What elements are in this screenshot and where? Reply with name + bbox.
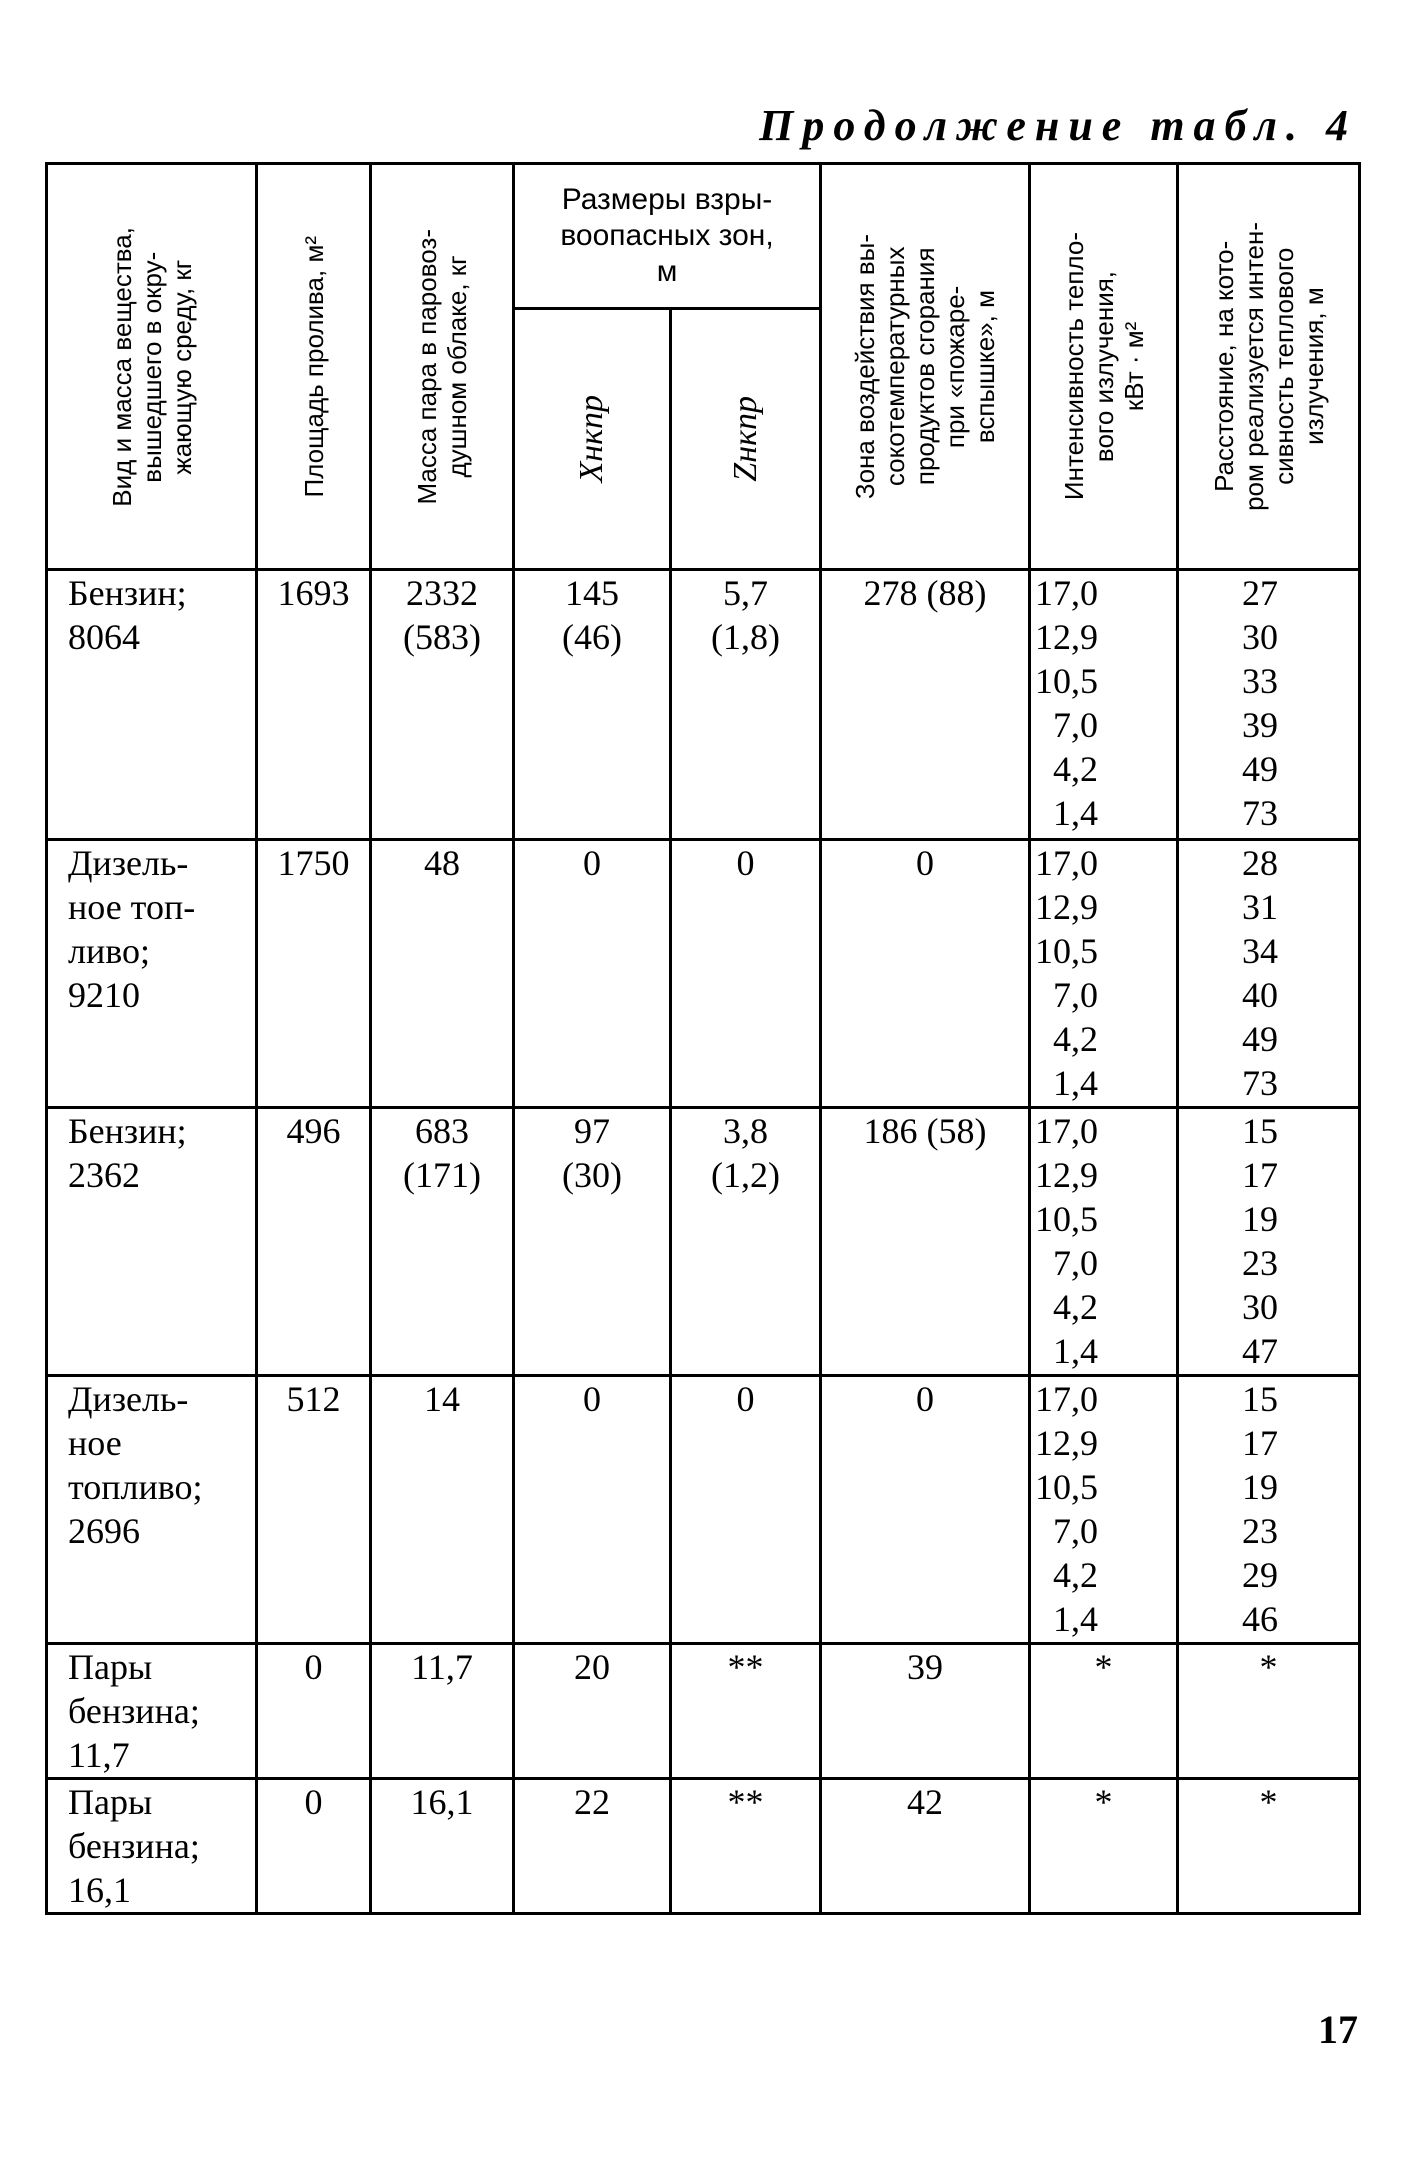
cell-z: 0 — [671, 1376, 821, 1644]
cell-distance: 15 17 19 23 30 47 — [1178, 1108, 1360, 1376]
header-vapor-mass: Масса пара в паровоз- душном облаке, кг — [371, 164, 514, 570]
cell-x: 22 — [514, 1779, 671, 1914]
table-row — [47, 840, 1360, 1108]
cell-area: 1693 — [257, 570, 371, 840]
header-heat-intensity: Интенсивность тепло- вого излучения, кВт · м² — [1030, 164, 1178, 570]
cell-x: 0 — [514, 840, 671, 1108]
cell-zone: 278 (88) — [821, 570, 1030, 840]
cell-x: 20 — [514, 1644, 671, 1779]
cell-zone: 39 — [821, 1644, 1030, 1779]
cell-substance: Дизель- ное топливо; 2696 — [47, 1376, 257, 1644]
cell-intensity: 17,0 12,9 10,5 7,0 4,2 1,4 — [1030, 1108, 1178, 1376]
cell-mass: 16,1 — [371, 1779, 514, 1914]
cell-intensity: 17,0 12,9 10,5 7,0 4,2 1,4 — [1030, 840, 1178, 1108]
cell-distance: 28 31 34 40 49 73 — [1178, 840, 1360, 1108]
table-row — [47, 1108, 1360, 1376]
cell-substance: Пары бензина; 16,1 — [47, 1779, 257, 1914]
cell-z: ** — [671, 1644, 821, 1779]
cell-mass: 683 (171) — [371, 1108, 514, 1376]
cell-z: 5,7 (1,8) — [671, 570, 821, 840]
cell-area: 0 — [257, 1779, 371, 1914]
cell-zone: 186 (58) — [821, 1108, 1030, 1376]
table-row — [47, 1376, 1360, 1644]
cell-x: 145 (46) — [514, 570, 671, 840]
cell-z: 0 — [671, 840, 821, 1108]
cell-distance: * — [1178, 1644, 1360, 1779]
cell-substance: Бензин; 2362 — [47, 1108, 257, 1376]
cell-area: 496 — [257, 1108, 371, 1376]
cell-mass: 2332 (583) — [371, 570, 514, 840]
cell-distance: * — [1178, 1779, 1360, 1914]
cell-mass: 14 — [371, 1376, 514, 1644]
header-zone-group: Размеры взры- воопасных зон, м — [514, 164, 821, 309]
cell-area: 1750 — [257, 840, 371, 1108]
header-z-nkpr: Zнкпр — [671, 309, 821, 570]
cell-substance: Дизель- ное топ- ливо; 9210 — [47, 840, 257, 1108]
cell-distance: 15 17 19 23 29 46 — [1178, 1376, 1360, 1644]
table-caption: Продолжение табл. 4 — [759, 101, 1357, 150]
cell-mass: 11,7 — [371, 1644, 514, 1779]
table-row — [47, 1779, 1360, 1914]
page-number: 17 — [1318, 2007, 1358, 2052]
header-spill-area: Площадь пролива, м² — [257, 164, 371, 570]
cell-area: 0 — [257, 1644, 371, 1779]
cell-zone: 42 — [821, 1779, 1030, 1914]
cell-x: 97 (30) — [514, 1108, 671, 1376]
cell-intensity: 17,0 12,9 10,5 7,0 4,2 1,4 — [1030, 1376, 1178, 1644]
cell-z: ** — [671, 1779, 821, 1914]
cell-intensity: * — [1030, 1644, 1178, 1779]
data-table — [45, 162, 1361, 1915]
cell-intensity: * — [1030, 1779, 1178, 1914]
cell-zone: 0 — [821, 1376, 1030, 1644]
cell-substance: Пары бензина; 11,7 — [47, 1644, 257, 1779]
cell-x: 0 — [514, 1376, 671, 1644]
header-distance: Расстояние, на кото- ром реализуется интен- сивность теплового излучения, м — [1178, 164, 1360, 570]
cell-area: 512 — [257, 1376, 371, 1644]
header-fireball-zone: Зона воздействия вы- сокотемпературных продуктов сгорания при «пожаре- вспышке», м — [821, 164, 1030, 570]
table-row — [47, 570, 1360, 840]
cell-intensity: 17,0 12,9 10,5 7,0 4,2 1,4 — [1030, 570, 1178, 840]
cell-distance: 27 30 33 39 49 73 — [1178, 570, 1360, 840]
cell-zone: 0 — [821, 840, 1030, 1108]
cell-z: 3,8 (1,2) — [671, 1108, 821, 1376]
table-row — [47, 1644, 1360, 1779]
header-substance: Вид и масса вещества, вышедшего в окру- жающую среду, кг — [47, 164, 257, 570]
header-x-nkpr: Xнкпр — [514, 309, 671, 570]
cell-mass: 48 — [371, 840, 514, 1108]
cell-substance: Бензин; 8064 — [47, 570, 257, 840]
